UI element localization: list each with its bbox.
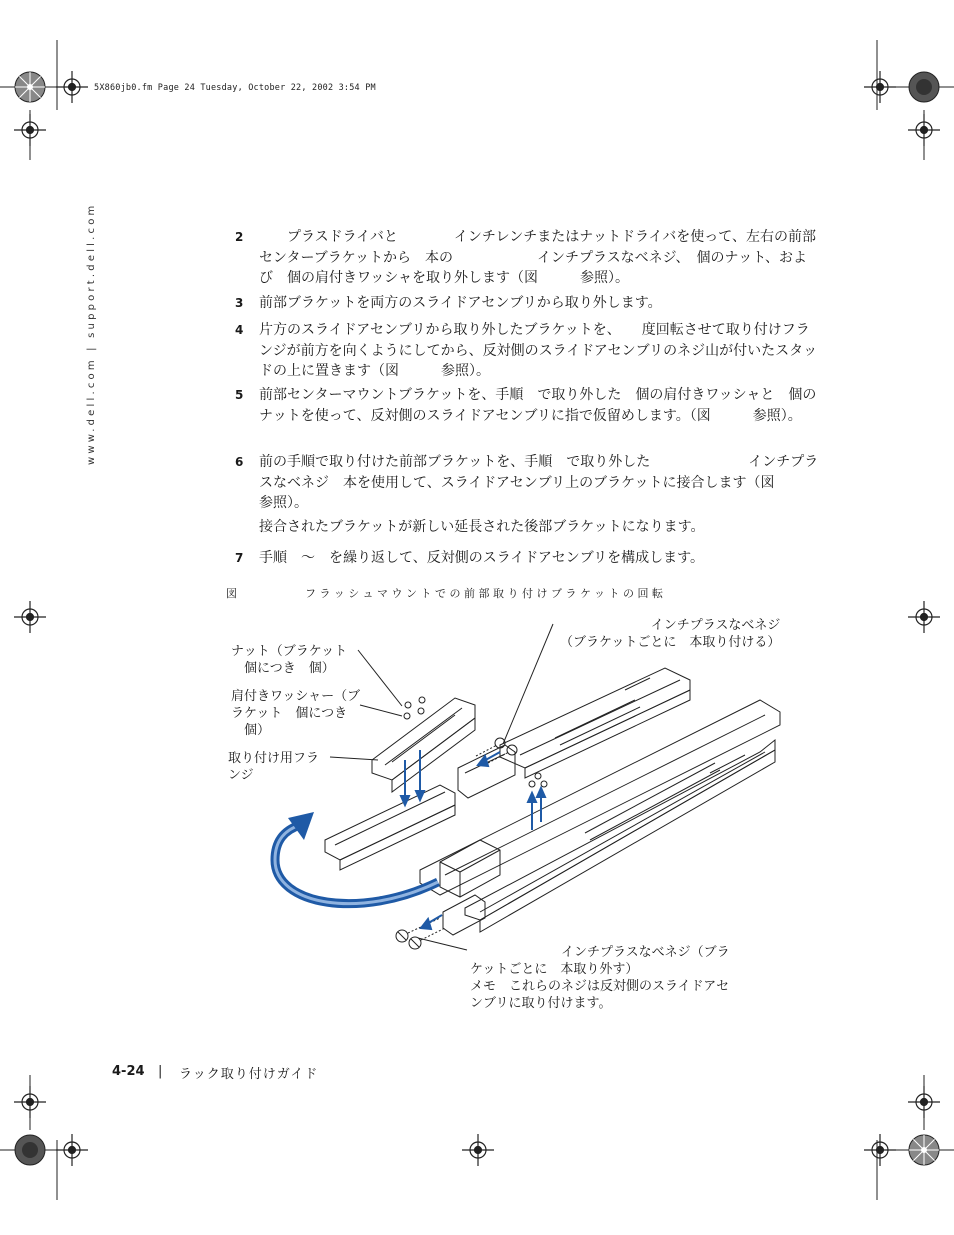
step-text: 前部ブラケットを両方のスライドアセンブリから取り外します。 (259, 295, 662, 311)
callout-screw-top: インチプラスなべネジ （ブラケットごとに 本取り付ける） (560, 618, 781, 650)
up-arrow-head (537, 788, 545, 797)
callout-screw-bottom: インチプラスなべネジ（ブラ ケットごとに 本取り外す） メモ これらのネジは反対側のスライドアセ ンブリに取り付けます。 (470, 945, 730, 1011)
step-text: 前部センターマウントブラケットを、手順 で取り外した 個の肩付きワッシャと 個のナットを使って、反対側のスライドアセンブリに指で仮留めします。（図 参照）。 (259, 387, 817, 424)
step-text: 前の手順で取り付けた前部ブラケットを、手順 で取り外した インチプラスなベネジ 本を使用して、スライドアセンブリ上のブラケットに接合します（図 参照）。 (259, 454, 819, 511)
footer-separator: | (158, 1064, 163, 1079)
leader-line-flange (330, 757, 378, 760)
step-text: 片方のスライドアセンブリから取り外したブラケットを、 度回転させて取り付けフランジが前方を向くようにしてから、反対側のスライドアセンブリのネジ山が付いたスタッドの上に置きます（図 参照）。 (259, 322, 818, 379)
leader-line-nut (358, 650, 402, 706)
step-6-note: 接合されたブラケットが新しい延長された後部ブラケットになります。 (259, 519, 705, 535)
step-number: 4 (235, 323, 244, 337)
up-arrow-head (528, 793, 536, 802)
page-number: 4-24 (112, 1064, 145, 1079)
nuts-washers-upper (404, 697, 425, 719)
leader-line-screw-bottom (418, 938, 467, 950)
step-number: 2 (235, 230, 244, 244)
step-text: プラスドライバと インチレンチまたはナットドライバを使って、左右の前部センターブラケットから 本の インチプラスなベネジ、 個のナット、および 個の肩付きワッシャを取り外します（図 参照）。 (259, 229, 816, 286)
down-arrow-head (416, 791, 424, 800)
figure-title: フラッシュマウントでの前部取り付けブラケットの回転 (305, 587, 667, 600)
rotated-front-bracket (325, 785, 455, 870)
step-number: 7 (235, 551, 244, 565)
step-number: 3 (235, 296, 244, 310)
print-header: 5X860jb0.fm Page 24 Tuesday, October 22, 2002 3:54 PM (94, 83, 376, 93)
leader-line-washer (360, 705, 402, 716)
step-text: 手順 ～ を繰り返して、反対側のスライドアセンブリを構成します。 (259, 550, 705, 566)
step-number: 6 (235, 455, 244, 469)
lower-inner-rail (420, 700, 780, 895)
leader-line-screw-top (503, 624, 553, 744)
lower-slide-rail (465, 740, 775, 932)
figure-label: 図 (226, 587, 237, 600)
lower-center-bracket (440, 840, 500, 897)
upper-slide-rail (500, 668, 690, 778)
rotation-arrow (275, 812, 438, 904)
callout-nut: ナット（ブラケット 個につき 個） (231, 644, 348, 676)
callout-flange: 取り付け用フラ ンジ (228, 751, 320, 783)
step-number: 5 (235, 388, 244, 402)
sidebar-url: www.dell.com | support.dell.com (86, 202, 97, 465)
down-arrow-head (401, 796, 409, 805)
lower-screws (396, 918, 445, 949)
callout-washer: 肩付きワッシャー（ブ ラケット 個につき 個） (231, 689, 361, 738)
footer-title: ラック取り付けガイド (179, 1067, 319, 1082)
screw-arrow-head (421, 919, 431, 929)
